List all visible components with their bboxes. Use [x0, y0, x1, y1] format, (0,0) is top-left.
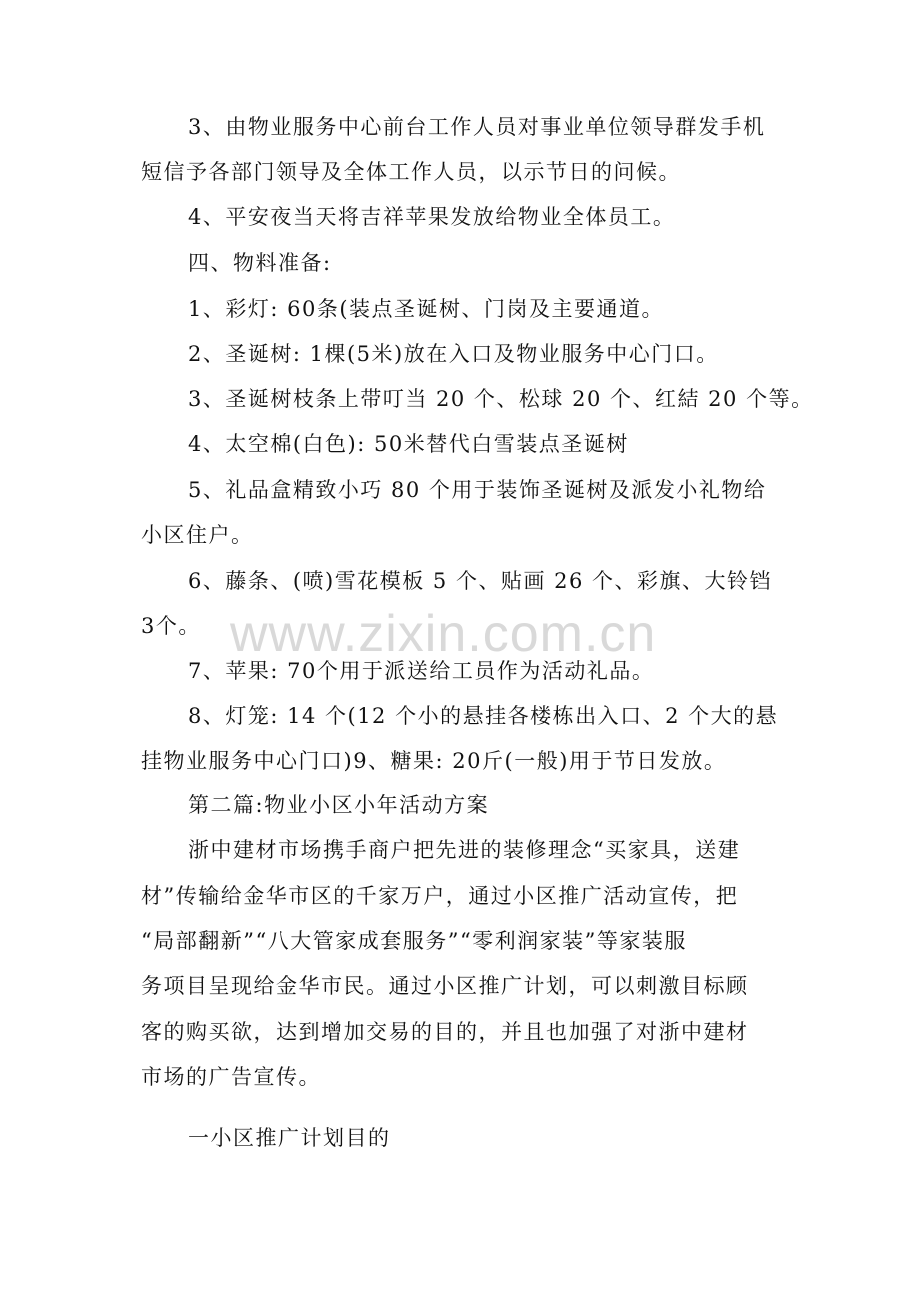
- text-line: 材”传输给金华市区的千家万户，通过小区推广活动宣传，把: [141, 884, 739, 908]
- text-line: 7、苹果: 70个用于派送给工员作为活动礼品。: [188, 659, 655, 683]
- section-heading: 一小区推广计划目的: [188, 1126, 391, 1150]
- text-line: 3个。: [141, 614, 201, 638]
- text-line: 1、彩灯: 60条(装点圣诞树、门岗及主要通道。: [188, 297, 665, 321]
- watermark: www.zixin.com.cn: [230, 605, 657, 663]
- text-line: 市场的广告宣传。: [141, 1065, 321, 1089]
- text-line: 小区住户。: [141, 523, 254, 547]
- text-line: 6、藤条、(喷)雪花模板 5 个、贴画 26 个、彩旗、大铃铛: [188, 569, 773, 593]
- text-line: 2、圣诞树: 1棵(5米)放在入口及物业服务中心门口。: [188, 342, 719, 366]
- text-line: 务项目呈现给金华市民。通过小区推广计划，可以刺激目标顾: [141, 974, 749, 998]
- text-line: 浙中建材市场携手商户把先进的装修理念“买家具，送建: [188, 838, 741, 862]
- text-line: “局部翻新”“八大管家成套服务”“零利润家装”等家装服: [141, 929, 687, 953]
- text-line: 短信予各部门领导及全体工作人员，以示节日的问候。: [141, 160, 681, 184]
- text-line: 客的购买欲，达到增加交易的目的，并且也加强了对浙中建材: [141, 1020, 749, 1044]
- text-line: 挂物业服务中心门口)9、糖果: 20斤(一般)用于节日发放。: [141, 749, 727, 773]
- text-line: 4、太空棉(白色): 50米替代白雪装点圣诞树: [188, 432, 629, 456]
- text-line: 4、平安夜当天将吉祥苹果发放给物业全体员工。: [188, 205, 676, 229]
- text-line: 5、礼品盒精致小巧 80 个用于装饰圣诞树及派发小礼物给: [188, 478, 767, 502]
- section-heading: 四、物料准备:: [188, 251, 332, 275]
- text-line: 3、圣诞树枝条上带叮当 20 个、松球 20 个、红結 20 个等。: [188, 387, 814, 411]
- text-line: 8、灯笼: 14 个(12 个小的悬挂各楼栋出入口、2 个大的悬: [188, 704, 779, 728]
- text-line: 3、由物业服务中心前台工作人员对事业单位领导群发手机: [188, 115, 766, 139]
- chapter-heading: 第二篇:物业小区小年活动方案: [188, 793, 490, 817]
